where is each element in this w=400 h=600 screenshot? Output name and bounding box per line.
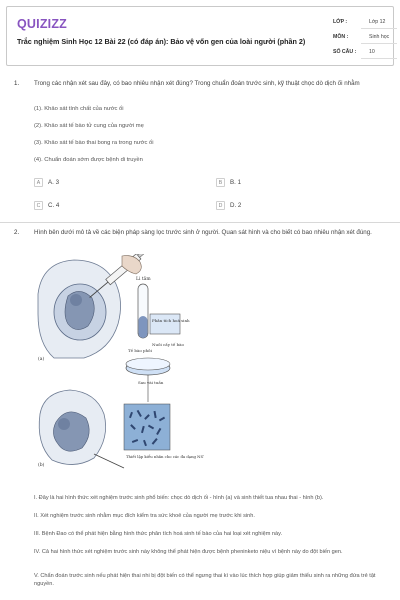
analysis-box <box>150 314 180 334</box>
centrifuge-label: Li tâm <box>136 277 151 282</box>
karyotype-label: Thiết lập kiểu nhân cho các đa dạng NST <box>126 454 204 459</box>
option-a[interactable] <box>34 178 59 187</box>
prenatal-testing-figure <box>34 254 204 482</box>
karyotype-micrograph <box>124 404 170 450</box>
question-number: 2. <box>14 229 20 236</box>
meta-value: Lớp 12 <box>361 19 397 29</box>
meta-label: MÔN : <box>333 34 349 40</box>
test-tube <box>138 284 148 338</box>
quizizz-logo: QUIZIZZ <box>17 17 68 31</box>
option-letter: C <box>34 201 43 210</box>
statement: (1). Khảo sát tính chất của nước ối <box>34 106 124 112</box>
question-text: Trong các nhận xét sau đây, có bao nhiêu nhận xét đúng? Trong chuẩn đoán trước sinh, kỹ thuật chọc dò dịch ối nhằm <box>34 80 360 87</box>
meta-label: SỐ CÂU : <box>333 49 357 55</box>
option-text: D. 2 <box>230 202 242 209</box>
question-2 <box>14 229 386 249</box>
statement: (3). Khảo sát tế bào thai bong ra trong nước ối <box>34 140 154 146</box>
statement: III. Bệnh Đao có thể phát hiện bằng hình thức phân tích hoá sinh tế bào của hai loại xét nghiệm này. <box>34 531 283 537</box>
option-text: C. 4 <box>48 202 60 209</box>
statement: V. Chẩn đoán trước sinh nếu phát hiện thai nhi bị đột biến có thể ngưng thai kì vào lúc thích hợp giúp giảm thiểu sinh ra những đứa trẻ tật nguyền. <box>34 573 376 588</box>
statement: (4). Chuẩn đoán sớm được bệnh di truyền <box>34 157 143 163</box>
question-number: 1. <box>14 80 20 87</box>
option-text: A. 3 <box>48 179 60 186</box>
worksheet-meta <box>333 19 397 64</box>
weeks-label: Sau vài tuần <box>138 380 164 385</box>
panel-b-label: (b) <box>38 463 45 468</box>
option-letter: B <box>216 178 225 187</box>
meta-value: 10 <box>361 49 397 59</box>
statement: II. Xét nghiệm trước sinh nhằm mục đích kiểm tra sức khoẻ của người mẹ trước khi sinh. <box>34 513 255 519</box>
fetal-cells-label: Tế bào phôi <box>128 348 152 353</box>
analysis-label-text: Phân tích hoá sinh <box>152 318 190 323</box>
petri-dish <box>126 358 170 375</box>
culture-label: Nuôi cấy tế bào <box>152 342 184 347</box>
meta-row-grade <box>333 19 397 34</box>
meta-value: Sinh học <box>361 34 397 44</box>
panel-a-illustration <box>38 254 149 358</box>
statement: I. Đây là hai hình thức xét nghiệm trước sinh phổ biến: chọc dò dịch ối - hình (a) và sinh thiết tua nhau thai - hình (b). <box>34 495 324 501</box>
figure-illustration <box>34 254 204 482</box>
meta-label: LỚP : <box>333 19 348 25</box>
question-text: Hình bên dưới mô tả về các biện pháp sàng lọc trước sinh ở người. Quan sát hình và cho biết có bao nhiêu nhận xét đúng. <box>34 229 372 236</box>
statement: (2). Khảo sát tế bào tử cung của người mẹ <box>34 123 144 129</box>
analysis-label <box>152 318 190 323</box>
option-text: B. 1 <box>230 179 242 186</box>
panel-b-illustration <box>39 390 124 468</box>
panel-a-label: (a) <box>38 357 45 362</box>
statement: IV. Cả hai hình thức xét nghiệm trước sinh này không thể phát hiện được bệnh pheninketo niệu vì bệnh này do đột biến gen. <box>34 549 343 555</box>
worksheet-header <box>6 6 394 66</box>
question-divider <box>0 222 400 223</box>
meta-row-count <box>333 49 397 64</box>
question-1 <box>14 80 386 215</box>
option-d[interactable] <box>216 201 241 210</box>
worksheet-title: Trắc nghiệm Sinh Học 12 Bài 22 (có đáp án): Bảo vệ vốn gen của loài người (phần 2) <box>17 37 306 46</box>
option-letter: D <box>216 201 225 210</box>
option-letter: A <box>34 178 43 187</box>
meta-row-subject <box>333 34 397 49</box>
option-c[interactable] <box>34 201 59 210</box>
option-b[interactable] <box>216 178 241 187</box>
